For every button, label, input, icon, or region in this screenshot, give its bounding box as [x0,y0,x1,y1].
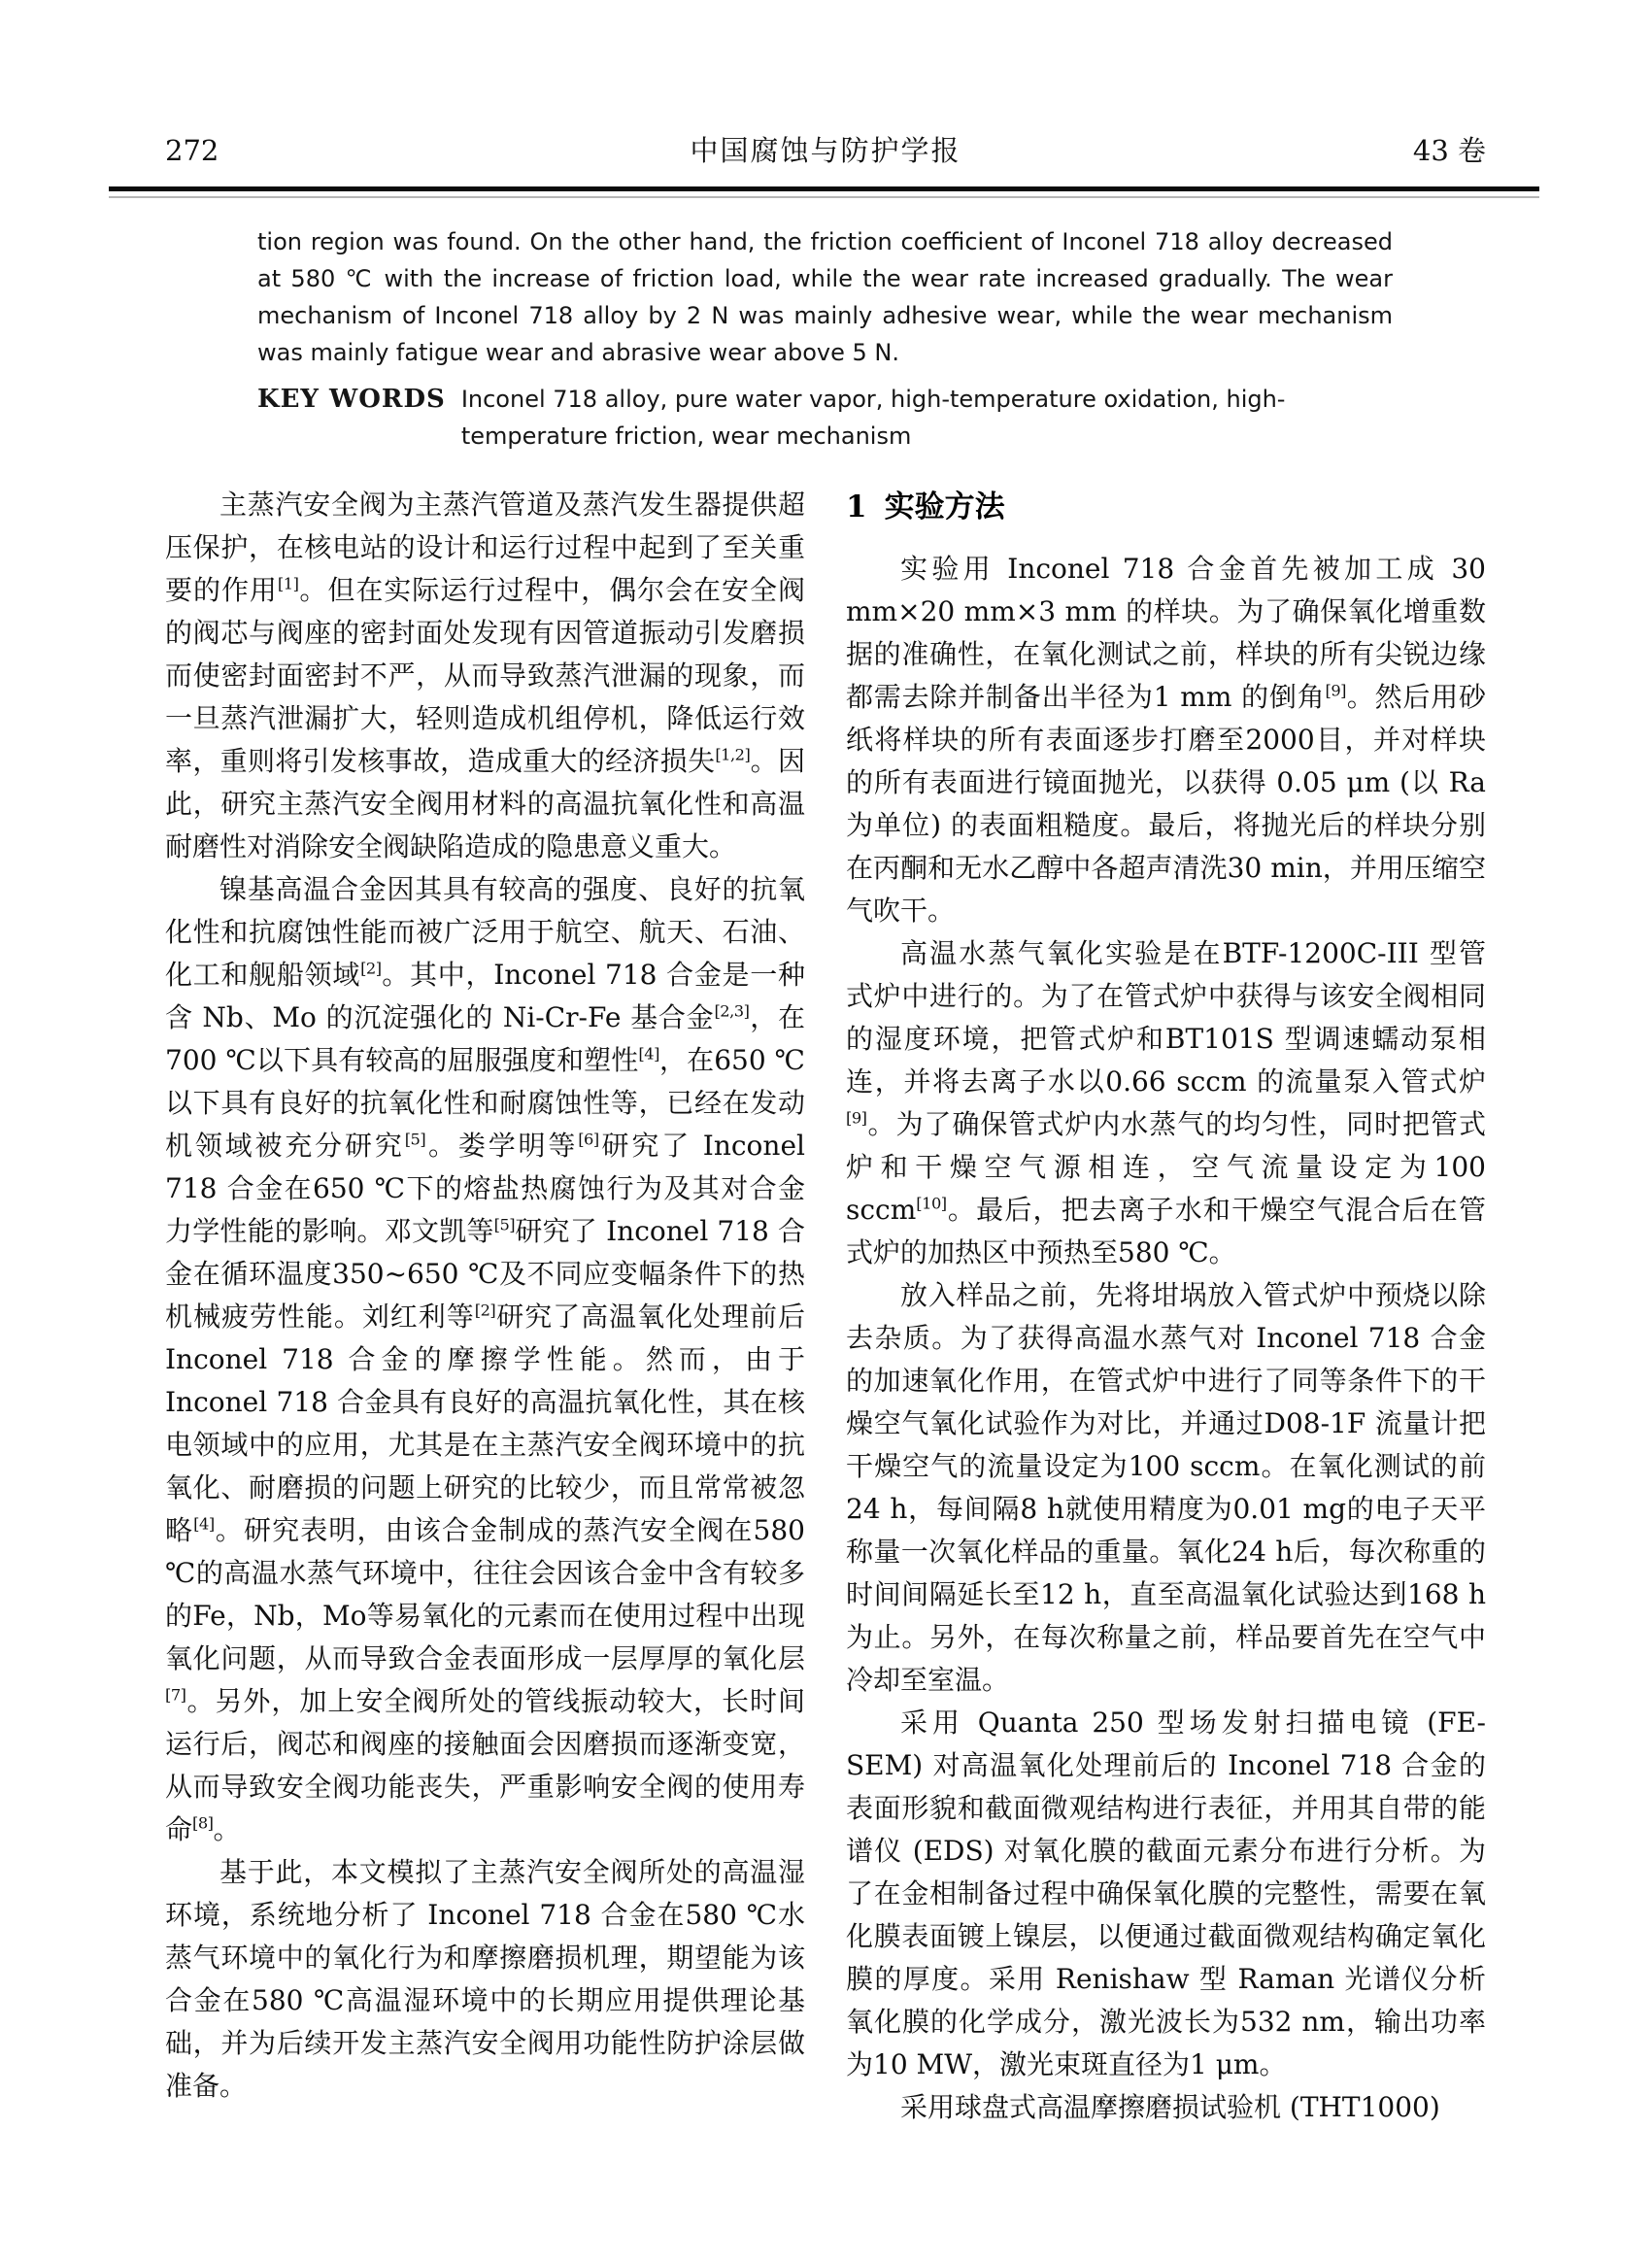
paragraph-method-2: 高温水蒸气氧化实验是在BTF-1200C-III 型管式炉中进行的。为了在管式炉中获得与该安全阀相同的湿度环境，把管式炉和BT101S 型调速蠕动泵相连，并将去离子水以0.66 sccm 的流量泵入管式炉[9]。为了确保管式炉内水蒸气的均匀性，同时把管式炉和干燥空气源相连，空气流量设定为100 sccm[10]。最后，把去离子水和干燥空气混合后在管式炉的加热区中预热至580 ℃。 [846,937,1486,1268]
volume-label: 43 卷 [1412,134,1486,167]
page-number: 272 [165,134,219,167]
paragraph-method-4: 采用 Quanta 250 型场发射扫描电镜 (FE-SEM) 对高温氧化处理前后的 Inconel 718 合金的表面形貌和截面微观结构进行表征，并用其自带的能谱仪 (EDS) 对氧化膜的截面元素分布进行分析。为了在金相制备过程中确保氧化膜的完整性，需要在氧化膜表面镀上镍层，以便通过截面微观结构确定氧化膜的厚度。采用 Renishaw 型 Raman 光谱仪分析氧化膜的化学成分，激光波长为532 nm，输出功率为10 MW，激光束斑直径为1 μm。 [846,1706,1486,2080]
header-rule-thin [109,196,1539,198]
keywords-text: Inconel 718 alloy, pure water vapor, high-temperature oxidation, high-temperature friction, wear mechanism [460,386,1286,450]
left-column [165,484,805,2129]
section-heading [846,486,1486,528]
paragraph-method-5: 采用球盘式高温摩擦磨损试验机 (THT1000) [900,2091,1440,2123]
paragraph-intro-1: 主蒸汽安全阀为主蒸汽管道及蒸汽发生器提供超压保护，在核电站的设计和运行过程中起到了至关重要的作用[1]。但在实际运行过程中，偶尔会在安全阀的阀芯与阀座的密封面处发现有因管道振动引发磨损而使密封面密封不严，从而导致蒸汽泄漏的现象，而一旦蒸汽泄漏扩大，轻则造成机组停机，降低运行效率，重则将引发核事故，造成重大的经济损失[1,2]。因此，研究主蒸汽安全阀用材料的高温抗氧化性和高温耐磨性对消除安全阀缺陷造成的隐患意义重大。 [165,489,805,862]
body-columns [165,484,1486,2129]
header-rule [109,186,1539,198]
paragraph-intro-3: 基于此，本文模拟了主蒸汽安全阀所处的高温湿环境，系统地分析了 Inconel 718 合金在580 ℃水蒸气环境中的氧化行为和摩擦磨损机理，期望能为该合金在580 ℃高温湿环境中的长期应用提供理论基础，并为后续开发主蒸汽安全阀用功能性防护涂层做准备。 [165,1856,805,2102]
header-rule-thick [109,186,1539,191]
right-column [846,484,1486,2129]
journal-title: 中国腐蚀与防护学报 [690,134,961,167]
abstract-block [257,223,1393,455]
paragraph-intro-2: 镍基高温合金因其具有较高的强度、良好的抗氧化性和抗腐蚀性能而被广泛用于航空、航天、石油、化工和舰船领域[2]。其中，Inconel 718 合金是一种含 Nb、Mo 的沉淀强化的 Ni-Cr-Fe 基合金[2,3]，在700 ℃以下具有较高的屈服强度和塑性[4]，在650 ℃以下具有良好的抗氧化性和耐腐蚀性等，已经在发动机领域被充分研究[5]。娄学明等[6]研究了 Inconel 718 合金在650 ℃下的熔盐热腐蚀行为及其对合金力学性能的影响。邓文凯等[5]研究了 Inconel 718 合金在循环温度350~650 ℃及不同应变幅条件下的热机械疲劳性能。刘红利等[2]研究了高温氧化处理前后 Inconel 718 合金的摩擦学性能。然而，由于 Inconel 718 合金具有良好的高温抗氧化性，其在核电领域中的应用，尤其是在主蒸汽安全阀环境中的抗氧化、耐磨损的问题上研究的比较少，而且常常被忽略[4]。研究表明，由该合金制成的蒸汽安全阀在580 ℃的高温水蒸气环境中，往往会因该合金中含有较多的Fe，Nb，Mo等易氧化的元素而在使用过程中出现氧化问题，从而导致合金表面形成一层厚厚的氧化层[7]。另外，加上安全阀所处的管线振动较大，长时间运行后，阀芯和阀座的接触面会因磨损而逐渐变宽，从而导致安全阀功能丧失，严重影响安全阀的使用寿命[8]。 [165,873,806,1845]
running-head [165,128,1486,173]
paragraph-method-3: 放入样品之前，先将坩埚放入管式炉中预烧以除去杂质。为了获得高温水蒸气对 Inconel 718 合金的加速氧化作用，在管式炉中进行了同等条件下的干燥空气氧化试验作为对比，并通过D08-1F 流量计把干燥空气的流量设定为100 sccm。在氧化测试的前24 h，每间隔8 h就使用精度为0.01 mg的电子天平称量一次氧化样品的重量。氧化24 h后，每次称重的时间间隔延长至12 h，直至高温氧化试验达到168 h为止。另外，在每次称量之前，样品要首先在空气中冷却至室温。 [846,1279,1486,1696]
keywords-label: KEY WORDS [257,385,446,414]
section-number: 1 [846,490,867,524]
section-title: 实验方法 [884,490,1005,524]
paragraph-method-1: 实验用 Inconel 718 合金首先被加工成 30 mm×20 mm×3 mm 的样块。为了确保氧化增重数据的准确性，在氧化测试之前，样块的所有尖锐边缘都需去除并制备出半径为1 mm 的倒角[9]。然后用砂纸将样块的所有表面逐步打磨至2000目，并对样块的所有表面进行镜面抛光，以获得 0.05 μm (以 Ra 为单位) 的表面粗糙度。最后，将抛光后的样块分别在丙酮和无水乙醇中各超声清洗30 min，并用压缩空气吹干。 [846,553,1486,927]
keywords-row [257,381,1393,455]
abstract-continuation: tion region was found. On the other hand, the friction coefficient of Inconel 718 alloy decreased at 580 ℃ with the increase of friction load, while the wear rate increased gradually. The wear mechanism of Inconel 718 alloy by 2 N was mainly adhesive wear, while the wear mechanism was mainly fatigue wear and abrasive wear above 5 N. [257,228,1393,366]
